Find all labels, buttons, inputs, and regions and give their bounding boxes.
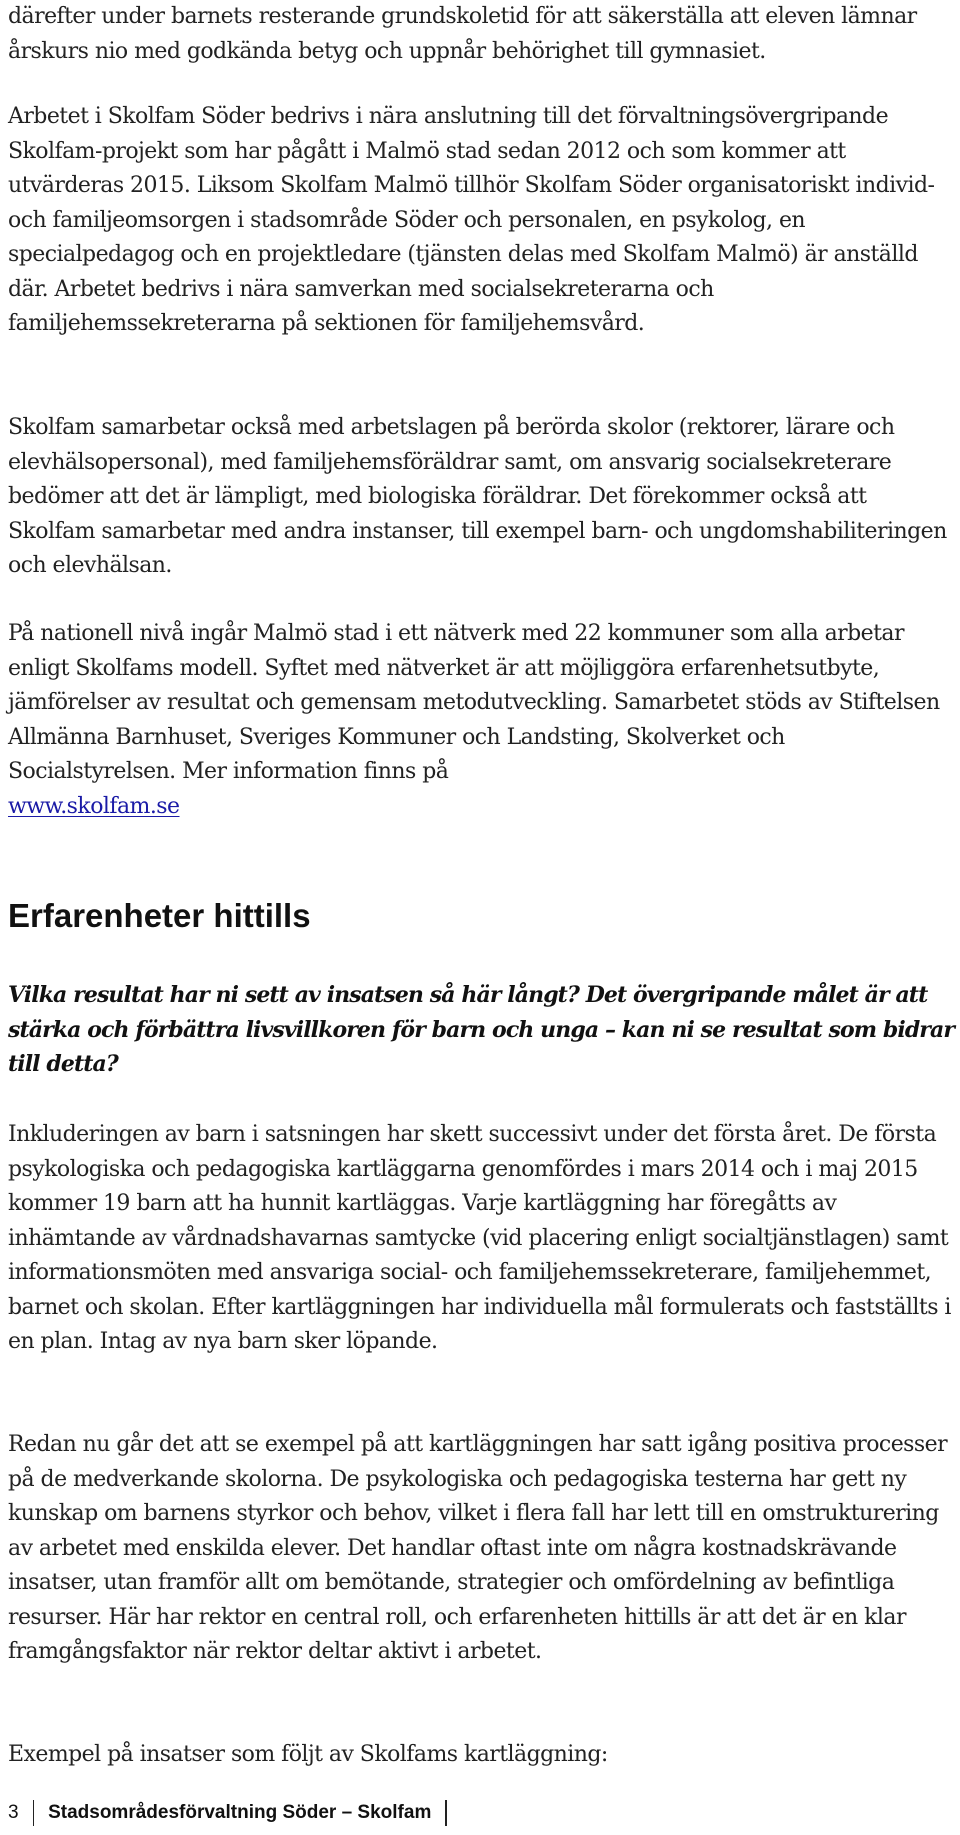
footer-divider (33, 1800, 35, 1826)
national-network-text: På nationell nivå ingår Malmö stad i ett nätverk med 22 kommuner som alla arbetar enligt Skolfams modell. Syftet med nätverket är att möjliggöra erfarenhetsutbyte, jämförelser av resultat och gemensam metodutveckling. Samarbetet stöds av Stiftelsen Allmänna Barnhuset, Sveriges Kommuner och Landsting, Skolverket och Socialstyrelsen. Mer information finns på (8, 621, 940, 784)
footer-divider-end (445, 1800, 447, 1826)
section-question: Vilka resultat har ni sett av insatsen så här långt? Det övergripande målet är att stärka och förbättra livsvillkoren för barn och unga – kan ni se resultat som bidrar till detta? (8, 982, 955, 1077)
paragraph-national-network (8, 617, 958, 824)
paragraph-intro-continuation: därefter under barnets resterande grundskoletid för att säkerställa att eleven lämnar årskurs nio med godkända betyg och uppnår behörighet till gymnasiet. (8, 4, 917, 64)
paragraph-skolfam-soder-organisation: Arbetet i Skolfam Söder bedrivs i nära anslutning till det förvaltningsövergripande Skolfam-projekt som har pågått i Malmö stad sedan 2012 och som kommer att utvärderas 2015. Liksom Skolfam Malmö tillhör Skolfam Söder organisatoriskt individ- och familjeomsorgen i stadsområde Söder och personalen, en psykolog, en specialpedagog och en projektledare (tjänsten delas med Skolfam Malmö) är anställd där. Arbetet bedrivs i nära samverkan med socialsekreterarna och familjehemssekreterarna på sektionen för familjehemsvård. (8, 104, 935, 336)
paragraph-inclusion: Inkluderingen av barn i satsningen har skett successivt under det första året. De första psykologiska och pedagogiska kartläggarna genomfördes i mars 2014 och i maj 2015 kommer 19 barn att ha hunnit kartläggas. Varje kartläggning har föregåtts av inhämtande av vårdnadshavarnas samtycke (vid placering enligt socialtjänstlagen) samt informationsmöten med ansvariga social- och familjehemssekreterare, familjehemmet, barnet och skolan. Efter kartläggningen har individuella mål formulerats och fastställts i en plan. Intag av nya barn sker löpande. (8, 1122, 951, 1354)
page-footer (8, 1797, 447, 1829)
section-heading: Erfarenheter hittills (8, 897, 311, 934)
skolfam-website-link[interactable]: www.skolfam.se (8, 793, 180, 819)
paragraph-examples-intro: Exempel på insatser som följt av Skolfams kartläggning: (8, 1742, 608, 1767)
page-number: 3 (8, 1802, 19, 1823)
paragraph-positive-processes: Redan nu går det att se exempel på att kartläggningen har satt igång positiva processer på de medverkande skolorna. De psykologiska och pedagogiska testerna har gett ny kunskap om barnens styrkor och behov, vilket i flera fall har lett till en omstrukturering av arbetet med enskilda elever. Det handlar oftast inte om några kostnadskrävande insatser, utan framför allt om bemötande, strategier och omfördelning av befintliga resurser. Här har rektor en central roll, och erfarenheten hittills är att det är en klar framgångsfaktor när rektor deltar aktivt i arbetet. (8, 1432, 948, 1664)
paragraph-collaboration: Skolfam samarbetar också med arbetslagen på berörda skolor (rektorer, lärare och elevhälsopersonal), med familjehemsföräldrar samt, om ansvarig socialsekreterare bedömer att det är lämpligt, med biologiska föräldrar. Det förekommer också att Skolfam samarbetar med andra instanser, till exempel barn- och ungdomshabiliteringen och elevhälsan. (8, 415, 947, 578)
footer-organization: Stadsområdesförvaltning Söder – Skolfam (48, 1802, 432, 1823)
